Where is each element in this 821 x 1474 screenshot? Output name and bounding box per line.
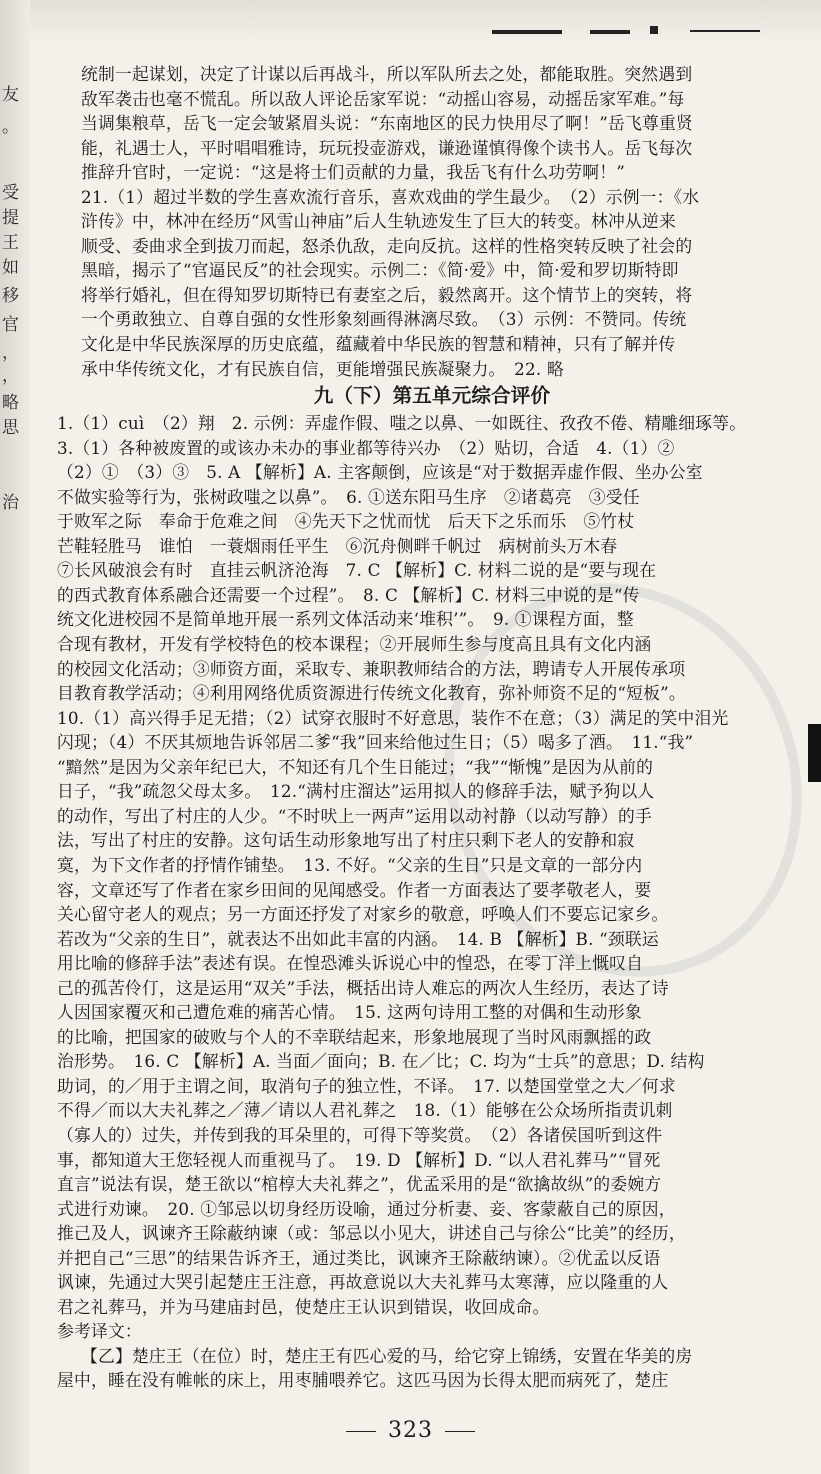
top-mark <box>690 30 760 32</box>
top-mark <box>590 30 630 34</box>
margin-fragment: ， <box>2 366 19 386</box>
edge-tab-mark <box>808 724 821 782</box>
text-line: 人因国家覆灭和己遭危难的痛苦心情。 15. 这两句诗用工整的对偶和生动形象 <box>57 1002 642 1023</box>
text-line: 的比喻，把国家的破败与个人的不幸联结起来，形象地展现了当时风雨飘摇的政 <box>57 1026 652 1047</box>
margin-fragment: 移 <box>2 286 19 306</box>
text-line: 顺受、委曲求全到拔刀而起，怒杀仇敌，走向反抗。这样的性格突转反映了社会的 <box>81 235 693 256</box>
text-line: 的西式教育体系融合还需要一个过程”。 8. C 【解析】C. 材料三中说的是“传 <box>57 584 640 605</box>
text-line: 日子，“我”疏忽父母太多。 12.“满村庄溜达”运用拟人的修辞手法，赋予狗以人 <box>57 781 655 802</box>
text-line: 讽谏，先通过大哭引起楚庄王注意，再故意说以大夫礼葬马太寒薄，应以隆重的人 <box>57 1272 669 1293</box>
page-number-dash-right <box>445 1431 475 1432</box>
text-line: 君之礼葬马，并为马建庙封邑，使楚庄王认识到错误，收回成命。 <box>57 1296 550 1317</box>
text-line: 法，写出了村庄的安静。这句话生动形象地写出了村庄只剩下老人的安静和寂 <box>57 830 635 851</box>
text-line: 21.（1）超过半数的学生喜欢流行音乐，喜欢戏曲的学生最少。 （2）示例一：《水 <box>81 186 700 207</box>
text-line: 文化是中华民族深厚的历史底蕴，蕴藏着中华民族的智慧和精神，只有了解并传 <box>81 334 676 355</box>
text-line: 浒传》中，林冲在经历“风雪山神庙”后人生轨迹发生了巨大的转变。林冲从逆来 <box>81 211 676 232</box>
text-line: 治形势。 16. C 【解析】A. 当面／面向；B. 在／比；C. 均为“士兵”的意思；D. 结构 <box>57 1051 705 1072</box>
text-line: 关心留守老人的观点；另一方面还抒发了对家乡的敬意，呼唤人们不要忘记家乡。 <box>57 904 669 925</box>
text-line: 统文化进校园不是简单地开展一系列文体活动来‘堆积’”。 9. ①课程方面，整 <box>57 609 634 630</box>
text-line: 敌军袭击也毫不慌乱。所以敌人评论岳家军说：“动摇山容易，动摇岳家军难。”每 <box>81 88 685 109</box>
text-line: 当调集粮草，岳飞一定会皱紧眉头说：“东南地区的民力快用尽了啊！”岳飞尊重贤 <box>81 113 693 134</box>
top-mark <box>650 26 658 34</box>
text-line: 直言”说法有误，楚王欲以“棺椁大夫礼葬之”，优孟采用的是“欲擒故纵”的委婉方 <box>57 1174 662 1195</box>
text-line: 一个勇敢独立、自尊自强的女性形象刻画得淋漓尽致。 （3）示例：不赞同。传统 <box>81 309 687 330</box>
text-line: 式进行劝谏。 20. ①邹忌以切身经历设喻，通过分析妻、妾、客蒙蔽自己的原因， <box>57 1198 676 1219</box>
text-line: 黑暗，揭示了“官逼民反”的社会现实。示例二：《简·爱》中，简·爱和罗切斯特即 <box>81 260 679 281</box>
margin-fragment: 提 <box>2 208 19 228</box>
section-title: 九（下）第五单元综合评价 <box>313 384 551 408</box>
margin-fragment: ， <box>2 343 19 363</box>
margin-fragment: 如 <box>2 258 19 278</box>
text-line: 己的孤苦伶仃，这是运用“双关”手法，概括出诗人难忘的两次人生经历，表达了诗 <box>57 977 669 998</box>
margin-fragment: 。 <box>2 117 19 137</box>
text-line: 事，都知道大王您轻视人而重视马了。 19. D 【解析】D. “以人君礼葬马”“冒死 <box>57 1149 661 1170</box>
text-line: 合现有教材，开发有学校特色的校本课程；②开展师生参与度高且具有文化内涵 <box>57 634 652 655</box>
text-line: （寡人的）过失，并传到我的耳朵里的，可得下等奖赏。 （2）各诸侯国听到这件 <box>57 1124 663 1145</box>
text-line: 闪现；（4）不厌其烦地告诉邻居二爹“我”回来给他过生日；（5）喝多了酒。 11.“我” <box>57 732 694 753</box>
margin-fragment: 受 <box>2 183 19 203</box>
page-number-value: 323 <box>388 1418 433 1443</box>
margin-fragment: 思 <box>2 418 19 438</box>
margin-fragment: 官 <box>2 315 19 335</box>
margin-fragment: 治 <box>2 493 19 513</box>
text-line: 的校园文化活动；③师资方面，采取专、兼职教师结合的方法，聘请专人开展传承项 <box>57 658 686 679</box>
text-line: 不得／而以大夫礼葬之／薄／请以人君礼葬之 18.（1）能够在公众场所指责讥刺 <box>57 1100 673 1121</box>
answer-text-body <box>57 62 807 1393</box>
page-number <box>0 1418 821 1443</box>
text-line: 于败军之际 奉命于危难之间 ④先天下之忧而忧 后天下之乐而乐 ⑤竹杖 <box>57 511 635 532</box>
text-line: （2）① （3）③ 5. A 【解析】A. 主客颠倒，应该是“对于数据弄虚作假、坐办公室 <box>57 462 703 483</box>
text-line: 能，礼遇士人，平时唱唱雅诗，玩玩投壶游戏，谦逊谨慎得像个读书人。岳飞每次 <box>81 137 693 158</box>
text-line: 并把自己“三思”的结果告诉齐王，通过类比，讽谏齐王除蔽纳谏）。②优孟以反语 <box>57 1247 661 1268</box>
text-line: 3.（1）各种被废置的或该办未办的事业都等待兴办 （2）贴切，合适 4.（1）② <box>57 437 675 458</box>
text-line: 推己及人，讽谏齐王除蔽纳谏（或：邹忌以小见大，讲述自己与徐公“比美”的经历， <box>57 1223 686 1244</box>
text-line: 参考译文： <box>57 1321 142 1342</box>
text-line: ⑦长风破浪会有时 直挂云帆济沧海 7. C 【解析】C. 材料二说的是“要与现在 <box>57 560 657 581</box>
text-line: 不做实验等行为，张树政嗤之以鼻”。 6. ①送东阳马生序 ②诸葛亮 ③受任 <box>57 486 640 507</box>
text-line: 屋中，睡在没有帷帐的床上，用枣脯喂养它。这匹马因为长得太肥而病死了，楚庄 <box>57 1370 669 1391</box>
top-mark <box>492 30 562 34</box>
text-line: 10.（1）高兴得手足无措；（2）试穿衣服时不好意思，装作不在意；（3）满足的笑中泪光 <box>57 707 729 728</box>
text-line: 统制一起谋划，决定了计谋以后再战斗，所以军队所去之处，都能取胜。突然遇到 <box>81 64 693 84</box>
text-line: 1.（1）cuì （2）翔 2. 示例：弄虚作假、嗤之以鼻、一如既往、孜孜不倦、精雕细琢等。 <box>57 413 747 434</box>
margin-fragment: 王 <box>2 233 19 253</box>
top-scan-band <box>0 0 821 40</box>
text-line: 承中华传统文化，才有民族自信，更能增强民族凝聚力。 22. 略 <box>81 358 564 379</box>
margin-fragment: 略 <box>2 393 19 413</box>
text-line: 的动作，写出了村庄的人少。“不时吠上一两声”运用以动衬静（以动写静）的手 <box>57 805 652 826</box>
margin-fragment: 友 <box>2 85 19 105</box>
text-line: 容，文章还写了作者在家乡田间的见闻感受。作者一方面表达了要孝敬老人，要 <box>57 879 652 900</box>
text-line: 目教育教学活动；④利用网络优质资源进行传统文化教育，弥补师资不足的“短板”。 <box>57 683 686 704</box>
text-line: 芒鞋轻胜马 谁怕 一蓑烟雨任平生 ⑥沉舟侧畔千帆过 病树前头万木春 <box>57 535 618 556</box>
text-line: 助词，的／用于主谓之间，取消句子的独立性，不译。 17. 以楚国堂堂之大／何求 <box>57 1075 676 1096</box>
page-number-dash-left <box>346 1431 376 1432</box>
text-line: “黯然”是因为父亲年纪已大，不知还有几个生日能过；“我”“惭愧”是因为从前的 <box>57 756 654 777</box>
text-line: 【乙】楚庄王（在位）时，楚庄王有匹心爱的马，给它穿上锦绣，安置在华美的房 <box>81 1345 693 1366</box>
text-line: 推辞升官时，一定说：“这是将士们贡献的力量，我岳飞有什么功劳啊！” <box>81 162 625 183</box>
text-line: 用比喻的修辞手法”表述有误。在惶恐滩头诉说心中的惶恐，在零丁洋上慨叹自 <box>57 953 644 974</box>
text-line: 若改为“父亲的生日”，就表达不出如此丰富的内涵。 14. B 【解析】B. “颈联运 <box>57 928 659 949</box>
text-line: 将举行婚礼，但在得知罗切斯特已有妻室之后，毅然离开。这个情节上的突转，将 <box>81 284 693 305</box>
text-line: 寞，为下文作者的抒情作铺垫。 13. 不好。“父亲的生日”只是文章的一部分内 <box>57 854 643 875</box>
